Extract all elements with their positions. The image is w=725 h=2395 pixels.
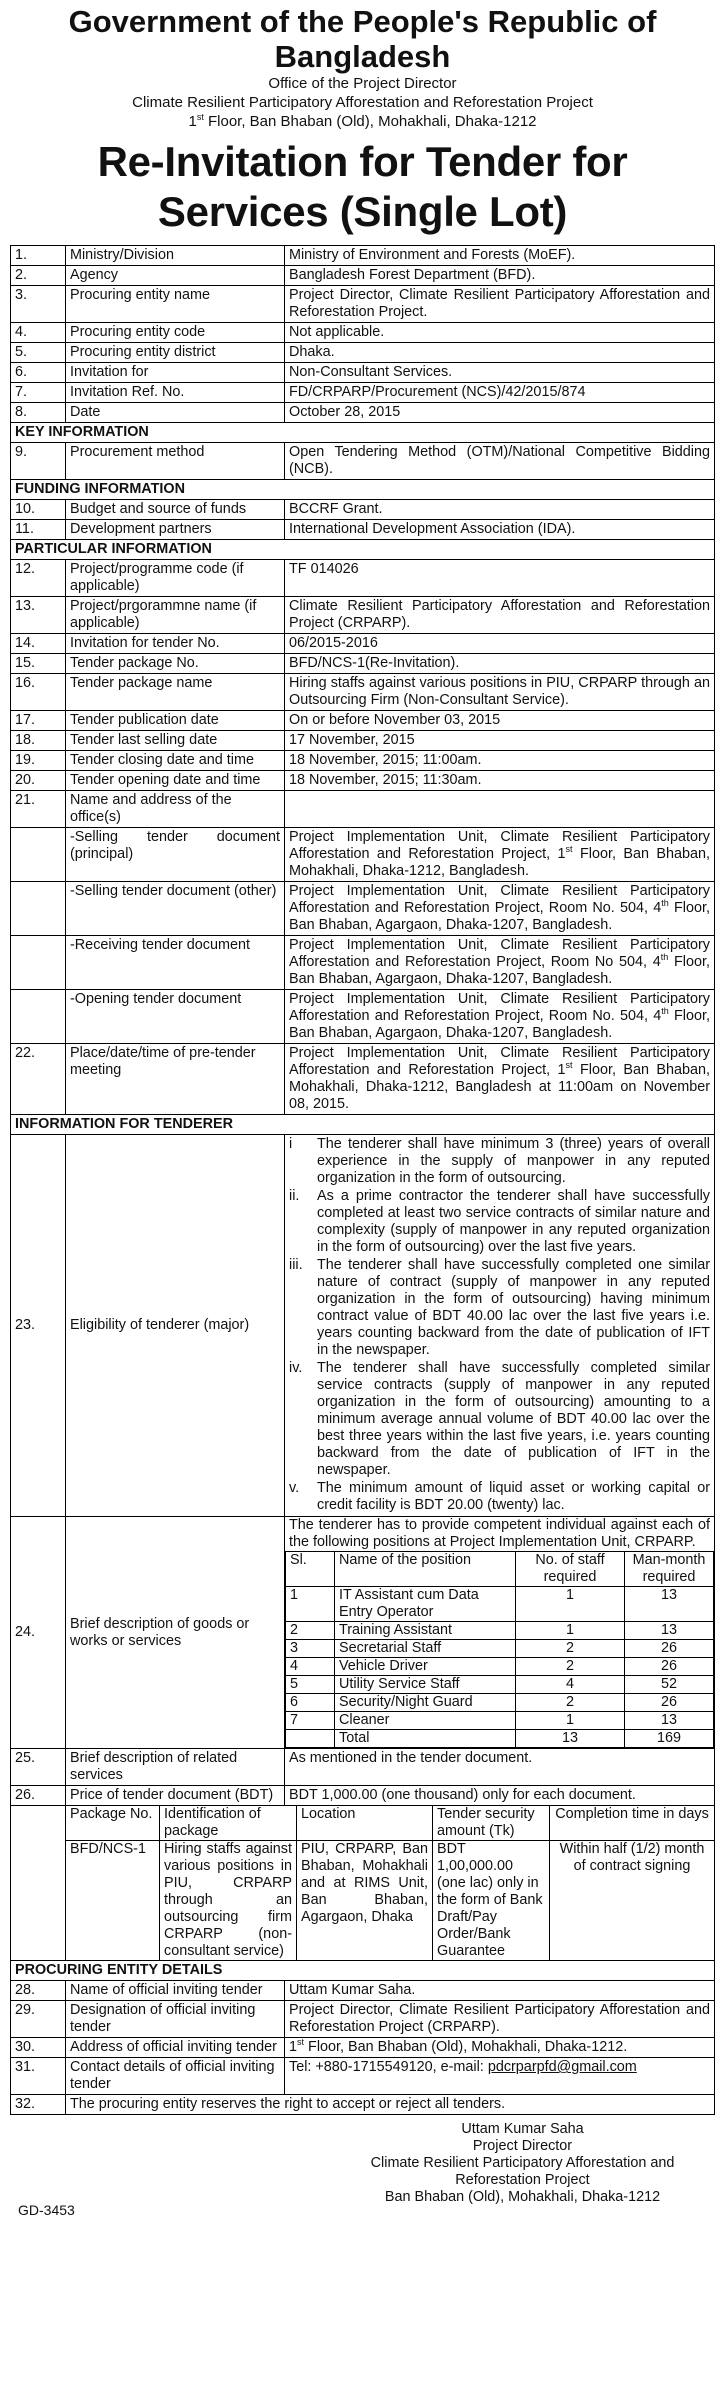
row-label: -Opening tender document <box>66 990 285 1044</box>
text-sec-part: PARTICULAR INFORMATION <box>11 540 715 560</box>
row-value: October 28, 2015 <box>285 403 715 423</box>
section-information-for-tenderer <box>11 1115 715 1135</box>
text-row32-v: The procuring entity reserves the right to accept or reject all tenders. <box>66 2095 715 2115</box>
position-row <box>286 1622 714 1640</box>
row-number <box>11 828 66 882</box>
row-value: Climate Resilient Participatory Afforestation and Reforestation Project (CRPARP). <box>285 597 715 634</box>
table-row <box>11 1786 715 1806</box>
row-label: Project/programme code (if applicable) <box>66 560 285 597</box>
row-number: 17. <box>11 711 66 731</box>
row-label: Budget and source of funds <box>66 500 285 520</box>
row-value <box>285 990 715 1044</box>
row-value: On or before November 03, 2015 <box>285 711 715 731</box>
row-number: 8. <box>11 403 66 423</box>
row-value <box>285 882 715 936</box>
item-text: The tenderer shall have successfully completed similar service contracts (supply of manpower in any reputed organization in the form of outsourcing) amounting to a minimum average annual volume of BDT 40.00 lac over the best three years within the last five years, i.e. years counting backward from the date of publication of IFT in the newspaper. <box>317 1360 710 1478</box>
table-row <box>11 751 715 771</box>
row-value <box>285 791 715 828</box>
item-text: The tenderer shall have minimum 3 (three) years of overall experience in the supply of manpower in any reputed organization in the form of outsourcing. <box>317 1136 710 1186</box>
section-particular-information <box>11 540 715 560</box>
position-man-month: 13 <box>625 1712 714 1730</box>
text-row23-n: 23. <box>11 1135 66 1517</box>
row-label: Invitation for <box>66 363 285 383</box>
row-value: BFD/NCS-1(Re-Invitation). <box>285 654 715 674</box>
table-row <box>11 1981 715 2001</box>
text-signature-project: Climate Resilient Participatory Afforestation and Reforestation Project <box>370 2155 675 2188</box>
position-staff: 1 <box>516 1712 625 1730</box>
position-row <box>286 1712 714 1730</box>
row-number: 16. <box>11 674 66 711</box>
item-text: The tenderer shall have successfully completed one similar nature of contract (supply of manpower in any reputed organization in the form of outsourcing) having minimum contract value of BDT 40.00 lac over the last five years i.e. years counting backward from the date of publication of IFT in the newspaper. <box>317 1257 710 1358</box>
eligibility-item <box>289 1188 710 1256</box>
row-value: 18 November, 2015; 11:30am. <box>285 771 715 791</box>
position-row <box>286 1658 714 1676</box>
table-row <box>11 731 715 751</box>
row-label: Name of official inviting tender <box>66 1981 285 2001</box>
row-label: Procuring entity code <box>66 323 285 343</box>
row-value: Project Director, Climate Resilient Participatory Afforestation and Reforestation Project (CRPARP). <box>285 2001 715 2038</box>
office-row <box>11 882 715 936</box>
text-pkg-head-pkg: Package No. <box>66 1806 160 1841</box>
row-value: Ministry of Environment and Forests (MoEF). <box>285 246 715 266</box>
row-number: 5. <box>11 343 66 363</box>
row-label: Procuring entity name <box>66 286 285 323</box>
text-pkg-row-loc: PIU, CRPARP, Ban Bhaban, Mohakhali and at RIMS Unit, Ban Bhaban, Agargaon, Dhaka <box>297 1841 433 1961</box>
text-row30-v1: 1 <box>289 2039 298 2055</box>
table-row <box>11 1749 715 1786</box>
row-number: 3. <box>11 286 66 323</box>
position-row <box>286 1676 714 1694</box>
package-header-row <box>11 1806 715 1961</box>
table-row <box>11 791 715 828</box>
row-label: Agency <box>66 266 285 286</box>
position-sl: 5 <box>286 1676 335 1694</box>
row-number: 15. <box>11 654 66 674</box>
row-number: 6. <box>11 363 66 383</box>
text-row9-l: Procurement method <box>66 443 285 480</box>
row-number: 20. <box>11 771 66 791</box>
address-text: Project Implementation Unit, Climate Resilient Participatory Afforestation and Reforestation Project, Room No 504, 4 <box>289 937 710 970</box>
notice-title: Re-Invitation for Tender for Services (Single Lot) <box>97 138 628 235</box>
position-man-month: 13 <box>625 1622 714 1640</box>
table-row <box>11 1135 715 1517</box>
row-number: 21. <box>11 791 66 828</box>
table-row <box>11 2058 715 2095</box>
row-value: 06/2015-2016 <box>285 634 715 654</box>
text-positions-total-man: 169 <box>625 1730 714 1748</box>
row-number: 26. <box>11 1786 66 1806</box>
text-row30-l: Address of official inviting tender <box>66 2038 285 2058</box>
position-sl: 4 <box>286 1658 335 1676</box>
table-row <box>11 500 715 520</box>
table-row <box>11 2038 715 2058</box>
row-label: Tender last selling date <box>66 731 285 751</box>
row-label: Designation of official inviting tender <box>66 2001 285 2038</box>
section-procuring-entity <box>11 1961 715 1981</box>
row-value: Project Director, Climate Resilient Participatory Afforestation and Reforestation Project. <box>285 286 715 323</box>
item-numeral: ii. <box>289 1188 300 1204</box>
row-label: -Receiving tender document <box>66 936 285 990</box>
office-row <box>11 828 715 882</box>
row-value: FD/CRPARP/Procurement (NCS)/42/2015/874 <box>285 383 715 403</box>
tender-table <box>10 245 715 2115</box>
row-value: 18 November, 2015; 11:00am. <box>285 751 715 771</box>
position-man-month: 13 <box>625 1587 714 1622</box>
table-row <box>11 1044 715 1115</box>
row-number: 1. <box>11 246 66 266</box>
table-row <box>11 711 715 731</box>
table-row <box>11 403 715 423</box>
address-text: Floor, Ban Bhaban, Mohakhali, Dhaka-1212, Bangladesh. <box>289 846 710 879</box>
row-value: BCCRF Grant. <box>285 500 715 520</box>
position-sl: 7 <box>286 1712 335 1730</box>
ordinal: st <box>565 844 573 855</box>
row-label: Development partners <box>66 520 285 540</box>
row-label: Brief description of related services <box>66 1749 285 1786</box>
position-man-month: 26 <box>625 1694 714 1712</box>
office-address <box>10 112 715 131</box>
table-row <box>11 286 715 323</box>
text-row9-n: 9. <box>11 443 66 480</box>
position-sl: 6 <box>286 1694 335 1712</box>
text-row22-n: 22. <box>11 1044 66 1115</box>
item-numeral: v. <box>289 1480 300 1496</box>
row-value: TF 014026 <box>285 560 715 597</box>
text-pkg-row-time: Within half (1/2) month of contract signing <box>550 1841 715 1961</box>
table-row <box>11 246 715 266</box>
row-value: BDT 1,000.00 (one thousand) only for each document. <box>285 1786 715 1806</box>
row-value: As mentioned in the tender document. <box>285 1749 715 1786</box>
eligibility-list <box>289 1136 710 1514</box>
position-row <box>286 1587 714 1622</box>
row-value: International Development Association (IDA). <box>285 520 715 540</box>
row-label: Project/prgorammne name (if applicable) <box>66 597 285 634</box>
section-key-information <box>11 423 715 443</box>
text-pkg-head-sec: Tender security amount (Tk) <box>433 1806 550 1841</box>
row-number: 10. <box>11 500 66 520</box>
position-staff: 2 <box>516 1658 625 1676</box>
tender-notice <box>10 4 715 2218</box>
text-positions-head-staff: No. of staff required <box>516 1552 625 1587</box>
row-value: Dhaka. <box>285 343 715 363</box>
row-label: Tender opening date and time <box>66 771 285 791</box>
eligibility-item <box>289 1360 710 1479</box>
position-name: Cleaner <box>335 1712 516 1730</box>
footer-code: GD-3453 <box>18 2202 75 2218</box>
table-row <box>11 323 715 343</box>
email-link[interactable]: pdcrparpfd@gmail.com <box>487 2059 637 2075</box>
text-pkg-row-pkg: BFD/NCS-1 <box>66 1841 160 1961</box>
table-row <box>11 363 715 383</box>
position-staff: 1 <box>516 1622 625 1640</box>
position-man-month: 26 <box>625 1658 714 1676</box>
text-sec-fund: FUNDING INFORMATION <box>11 480 715 500</box>
position-man-month: 26 <box>625 1640 714 1658</box>
text-row9-v: Open Tendering Method (OTM)/National Competitive Bidding (NCB). <box>285 443 715 480</box>
row-number: 25. <box>11 1749 66 1786</box>
position-name: Training Assistant <box>335 1622 516 1640</box>
row-value: Hiring staffs against various positions in PIU, CRPARP through an Outsourcing Firm (Non-Consultant Service). <box>285 674 715 711</box>
text-header-address-post: Floor, Ban Bhaban (Old), Mohakhali, Dhaka-1212 <box>203 113 537 130</box>
text-positions-total-label: Total <box>335 1730 516 1748</box>
row-value: Uttam Kumar Saha. <box>285 1981 715 2001</box>
table-row <box>11 771 715 791</box>
row-label: Invitation Ref. No. <box>66 383 285 403</box>
text-positions-head-sl: Sl. <box>286 1552 335 1587</box>
text-sec-tenderer: INFORMATION FOR TENDERER <box>11 1115 715 1135</box>
text-pkg-row-ident: Hiring staffs against various positions in PIU, CRPARP through an outsourcing firm CRPARP (non-consultant service) <box>160 1841 297 1961</box>
row-number: 18. <box>11 731 66 751</box>
ordinal: th <box>661 1006 669 1017</box>
row-label: Name and address of the office(s) <box>66 791 285 828</box>
text-pkg-head-loc: Location <box>297 1806 433 1841</box>
text-signature-name: Uttam Kumar Saha <box>461 2121 584 2137</box>
text-sec-proc: PROCURING ENTITY DETAILS <box>11 1961 715 1981</box>
project-name: Climate Resilient Participatory Afforestation and Reforestation Project <box>132 94 593 111</box>
row-number: 28. <box>11 1981 66 2001</box>
table-row <box>11 520 715 540</box>
row-label: Procuring entity district <box>66 343 285 363</box>
text-signature-title: Project Director <box>472 2138 573 2154</box>
text-positions-head-name: Name of the position <box>335 1552 516 1587</box>
table-row <box>11 634 715 654</box>
row-value: 17 November, 2015 <box>285 731 715 751</box>
row-label: Ministry/Division <box>66 246 285 266</box>
position-sl: 3 <box>286 1640 335 1658</box>
row-value: Bangladesh Forest Department (BFD). <box>285 266 715 286</box>
positions-intro: The tenderer has to provide competent individual against each of the following positions at Project Implementation Unit, CRPARP. <box>289 1517 710 1550</box>
text-row24-n: 24. <box>11 1517 66 1749</box>
row-number: 12. <box>11 560 66 597</box>
row-number <box>11 882 66 936</box>
text-pkg-row-sec: BDT 1,00,000.00 (one lac) only in the form of Bank Draft/Pay Order/Bank Guarantee <box>433 1841 550 1961</box>
table-row <box>11 2001 715 2038</box>
position-sl: 1 <box>286 1587 335 1622</box>
eligibility-item <box>289 1257 710 1359</box>
row-number: 19. <box>11 751 66 771</box>
office-row <box>11 936 715 990</box>
text-row22-v1: Project Implementation Unit, Climate Resilient Participatory Afforestation and Reforestation Project, 1 <box>289 1045 710 1078</box>
text-signature-address: Ban Bhaban (Old), Mohakhali, Dhaka-1212 <box>384 2189 661 2205</box>
row-number: 4. <box>11 323 66 343</box>
text-row31-n: 31. <box>11 2058 66 2095</box>
table-row <box>11 1517 715 1749</box>
position-name: Security/Night Guard <box>335 1694 516 1712</box>
section-funding-information <box>11 480 715 500</box>
table-row <box>11 597 715 634</box>
text-row30-s: st <box>297 2037 305 2048</box>
table-row <box>11 443 715 480</box>
text-row31-l: Contact details of official inviting tender <box>66 2058 285 2095</box>
signature-block <box>330 2121 715 2206</box>
row-label: Tender closing date and time <box>66 751 285 771</box>
text-row22-l: Place/date/time of pre-tender meeting <box>66 1044 285 1115</box>
table-row <box>11 343 715 363</box>
row-number: 2. <box>11 266 66 286</box>
text-positions-head-man: Man-month required <box>625 1552 714 1587</box>
address-text: Floor, Ban Bhaban, Agargaon, Dhaka-1207, Bangladesh. <box>289 900 710 933</box>
row-value <box>285 828 715 882</box>
position-row <box>286 1640 714 1658</box>
address-text: Project Implementation Unit, Climate Resilient Participatory Afforestation and Reforestation Project, 1 <box>289 829 710 862</box>
table-row <box>11 654 715 674</box>
row-number: 29. <box>11 2001 66 2038</box>
text-row23-l: Eligibility of tenderer (major) <box>66 1135 285 1517</box>
position-staff: 1 <box>516 1587 625 1622</box>
table-row <box>11 266 715 286</box>
row-number <box>11 936 66 990</box>
text-row30-n: 30. <box>11 2038 66 2058</box>
positions-table <box>285 1551 714 1748</box>
row-number: 7. <box>11 383 66 403</box>
item-numeral: iii. <box>289 1257 303 1273</box>
eligibility-item <box>289 1136 710 1187</box>
row-label: Invitation for tender No. <box>66 634 285 654</box>
text-row24-l: Brief description of goods or works or services <box>66 1517 285 1749</box>
text-positions-total-staff: 13 <box>516 1730 625 1748</box>
row-value: Not applicable. <box>285 323 715 343</box>
row-label: Tender package No. <box>66 654 285 674</box>
address-text: Project Implementation Unit, Climate Resilient Participatory Afforestation and Reforestation Project, Room No. 504, 4 <box>289 991 710 1024</box>
table-row <box>11 383 715 403</box>
position-sl: 2 <box>286 1622 335 1640</box>
position-name: IT Assistant cum Data Entry Operator <box>335 1587 516 1622</box>
text-pkg-head-time: Completion time in days <box>550 1806 715 1841</box>
text-row30-v2: Floor, Ban Bhaban (Old), Mohakhali, Dhaka-1212. <box>304 2039 628 2055</box>
table-row <box>11 560 715 597</box>
row-number: 11. <box>11 520 66 540</box>
position-staff: 2 <box>516 1640 625 1658</box>
office-row <box>11 990 715 1044</box>
position-name: Secretarial Staff <box>335 1640 516 1658</box>
text-pkg-head-ident: Identification of package <box>160 1806 297 1841</box>
text-header-address-sup: st <box>196 112 204 122</box>
address-text: Floor, Ban Bhaban, Agargaon, Dhaka-1207, Bangladesh. <box>289 954 710 987</box>
item-text: The minimum amount of liquid asset or working capital or credit facility is BDT 20.00 (twenty) lac. <box>317 1480 710 1513</box>
government-title: Government of the People's Republic of Bangladesh <box>68 4 657 74</box>
row-label: Date <box>66 403 285 423</box>
text-header-address-pre: 1 <box>188 113 197 130</box>
office-name: Office of the Project Director <box>268 75 457 92</box>
row-value <box>285 936 715 990</box>
row-label: Price of tender document (BDT) <box>66 1786 285 1806</box>
item-text: As a prime contractor the tenderer shall have successfully completed at least two service contracts of similar nature and complexity (supply of manpower in any reputed organization in the form of outsourcing) over the last five years. <box>317 1188 710 1255</box>
row-number: 14. <box>11 634 66 654</box>
position-name: Vehicle Driver <box>335 1658 516 1676</box>
position-name: Utility Service Staff <box>335 1676 516 1694</box>
position-man-month: 52 <box>625 1676 714 1694</box>
position-row <box>286 1694 714 1712</box>
row-value: Non-Consultant Services. <box>285 363 715 383</box>
position-staff: 4 <box>516 1676 625 1694</box>
item-numeral: iv. <box>289 1360 303 1376</box>
ordinal: th <box>660 952 669 963</box>
row-number <box>11 990 66 1044</box>
table-row <box>11 2095 715 2115</box>
text-sec-key: KEY INFORMATION <box>11 423 715 443</box>
text-row32-n: 32. <box>11 2095 66 2115</box>
table-row <box>11 674 715 711</box>
address-text: Floor, Ban Bhaban, Agargaon, Dhaka-1207, Bangladesh. <box>289 1008 710 1041</box>
row-label: Tender publication date <box>66 711 285 731</box>
address-text: Project Implementation Unit, Climate Resilient Participatory Afforestation and Reforestation Project, Room No. 504, 4 <box>289 883 710 916</box>
text-row22-s: st <box>565 1060 573 1071</box>
text-row31-v: Tel: +880-1715549120, e-mail: <box>289 2059 488 2075</box>
row-label: Tender package name <box>66 674 285 711</box>
position-staff: 2 <box>516 1694 625 1712</box>
row-number: 13. <box>11 597 66 634</box>
eligibility-item <box>289 1480 710 1514</box>
notice-header <box>10 4 715 237</box>
ordinal: th <box>661 898 669 909</box>
row-label: -Selling tender document (other) <box>66 882 285 936</box>
text-row22-v2: Floor, Ban Bhaban, Mohakhali, Dhaka-1212, Bangladesh at 11:00am on November 08, 2015. <box>289 1062 710 1112</box>
row-label: -Selling tender document (principal) <box>66 828 285 882</box>
item-numeral: i <box>289 1136 293 1152</box>
